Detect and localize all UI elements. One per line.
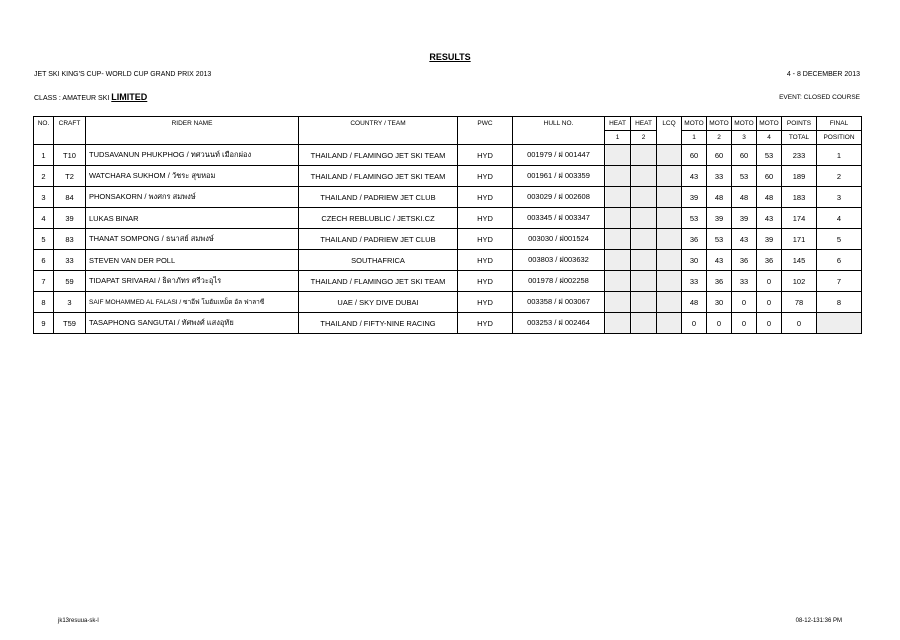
class-prefix: CLASS : AMATEUR SKI [34,95,112,102]
pwc: HYD [458,208,513,229]
moto-1-score: 33 [682,271,707,292]
header-moto-3-num: 3 [732,131,757,145]
moto-2-score: 36 [707,271,732,292]
table-row [34,313,862,334]
moto-2-score: 48 [707,187,732,208]
header-total: TOTAL [782,131,817,145]
heat-1-score [605,271,631,292]
country-team: THAILAND / FIFTY-NINE RACING [299,313,458,334]
points-total: 183 [782,187,817,208]
moto-4-score: 36 [757,250,782,271]
lcq-score [657,166,682,187]
moto-4-score: 0 [757,292,782,313]
country-team: SOUTHAFRICA [299,250,458,271]
moto-4-score: 60 [757,166,782,187]
rider-number: 3 [34,187,54,208]
moto-1-score: 43 [682,166,707,187]
craft-number: T2 [54,166,86,187]
rider-name: TUDSAVANUN PHUKPHOG / ทศวนนท์ เมือกผ่อง [86,145,299,166]
header-lcq-cont [657,131,682,145]
hull-number: 003253 / ฝ 002464 [513,313,605,334]
final-position: 2 [817,166,862,187]
moto-2-score: 30 [707,292,732,313]
heat-2-score [631,313,657,334]
points-total: 102 [782,271,817,292]
table-row [34,229,862,250]
header-rider: RIDER NAME [86,117,299,131]
pwc: HYD [458,271,513,292]
craft-number: 84 [54,187,86,208]
results-table [33,116,862,334]
heat-1-score [605,208,631,229]
moto-3-score: 48 [732,187,757,208]
rider-number: 8 [34,292,54,313]
heat-2-score [631,145,657,166]
points-total: 78 [782,292,817,313]
country-team: THAILAND / PADRIEW JET CLUB [299,229,458,250]
moto-4-score: 0 [757,313,782,334]
lcq-score [657,208,682,229]
final-position: 1 [817,145,862,166]
moto-1-score: 60 [682,145,707,166]
moto-2-score: 60 [707,145,732,166]
lcq-score [657,292,682,313]
moto-3-score: 60 [732,145,757,166]
points-total: 174 [782,208,817,229]
craft-number: 33 [54,250,86,271]
table-row [34,187,862,208]
rider-name: SAIF MOHAMMED AL FALASI / ซาอีฟ โมฮัมเหม็ด อัล ฟาลาซี [86,292,299,313]
lcq-score [657,145,682,166]
header-craft: CRAFT [54,117,86,131]
lcq-score [657,187,682,208]
craft-number: T59 [54,313,86,334]
header-heat-1: HEAT [605,117,631,131]
header-lcq: LCQ [657,117,682,131]
rider-number: 2 [34,166,54,187]
country-team: THAILAND / PADRIEW JET CLUB [299,187,458,208]
header-heat-2-num: 2 [631,131,657,145]
pwc: HYD [458,292,513,313]
heat-2-score [631,229,657,250]
points-total: 171 [782,229,817,250]
header-no: NO. [34,117,54,131]
country-team: UAE / SKY DIVE DUBAI [299,292,458,313]
rider-name: TASAPHONG SANGUTAI / ทัศพงศ์ แสงอุทัย [86,313,299,334]
lcq-score [657,271,682,292]
moto-3-score: 0 [732,292,757,313]
moto-1-score: 36 [682,229,707,250]
hull-number: 003029 / ฝ 002608 [513,187,605,208]
moto-2-score: 39 [707,208,732,229]
header-moto-1-num: 1 [682,131,707,145]
points-total: 233 [782,145,817,166]
rider-name: THANAT SOMPONG / ธนาสย์ สมพงษ์ [86,229,299,250]
footer-file-id: jk13resuua-sk-l [58,618,99,624]
header-moto-3: MOTO [732,117,757,131]
header-points: POINTS [782,117,817,131]
moto-3-score: 53 [732,166,757,187]
event-date: 4 - 8 DECEMBER 2013 [786,71,860,78]
moto-4-score: 48 [757,187,782,208]
final-position: 3 [817,187,862,208]
final-position [817,313,862,334]
rider-name: WATCHARA SUKHOM / วัชระ สุขหอม [86,166,299,187]
pwc: HYD [458,166,513,187]
craft-number: T10 [54,145,86,166]
points-total: 145 [782,250,817,271]
header-pwc: PWC [458,117,513,131]
rider-number: 9 [34,313,54,334]
rider-number: 6 [34,250,54,271]
table-row [34,271,862,292]
hull-number: 003345 / ฝ 003347 [513,208,605,229]
table-row [34,166,862,187]
craft-number: 83 [54,229,86,250]
moto-3-score: 43 [732,229,757,250]
header-final: FINAL [817,117,862,131]
craft-number: 59 [54,271,86,292]
heat-1-score [605,166,631,187]
moto-3-score: 0 [732,313,757,334]
table-row [34,292,862,313]
header-pwc-cont [458,131,513,145]
moto-2-score: 0 [707,313,732,334]
final-position: 4 [817,208,862,229]
points-total: 189 [782,166,817,187]
country-team: THAILAND / FLAMINGO JET SKI TEAM [299,166,458,187]
hull-number: 003030 / ฝ001524 [513,229,605,250]
final-position: 6 [817,250,862,271]
heat-2-score [631,292,657,313]
moto-3-score: 33 [732,271,757,292]
heat-1-score [605,313,631,334]
rider-name: LUKAS BINAR [86,208,299,229]
heat-1-score [605,250,631,271]
heat-1-score [605,229,631,250]
header-position: POSITION [817,131,862,145]
moto-4-score: 53 [757,145,782,166]
heat-1-score [605,292,631,313]
rider-name: TIDAPAT SRIVARAI / ธิดาภัทร ศรีวะอุไร [86,271,299,292]
moto-4-score: 43 [757,208,782,229]
header-heat-2: HEAT [631,117,657,131]
hull-number: 001978 / ฝ002258 [513,271,605,292]
final-position: 8 [817,292,862,313]
moto-2-score: 43 [707,250,732,271]
hull-number: 003358 / ฝ 003067 [513,292,605,313]
lcq-score [657,313,682,334]
country-team: CZECH REBLUBLIC / JETSKI.CZ [299,208,458,229]
moto-3-score: 39 [732,208,757,229]
hull-number: 003803 / ฝ003632 [513,250,605,271]
class-emphasis: LIMITED [111,92,148,102]
class-label [34,92,147,102]
event-name: JET SKI KING'S CUP- WORLD CUP GRAND PRIX 2013 [34,71,212,78]
pwc: HYD [458,313,513,334]
rider-number: 5 [34,229,54,250]
rider-number: 4 [34,208,54,229]
hull-number: 001979 / ฝ 001447 [513,145,605,166]
table-row [34,250,862,271]
lcq-score [657,229,682,250]
header-craft-cont [54,131,86,145]
moto-4-score: 0 [757,271,782,292]
table-row [34,145,862,166]
header-hull: HULL NO. [513,117,605,131]
country-team: THAILAND / FLAMINGO JET SKI TEAM [299,145,458,166]
header-moto-2-num: 2 [707,131,732,145]
moto-3-score: 36 [732,250,757,271]
header-no-cont [34,131,54,145]
heat-1-score [605,187,631,208]
header-moto-1: MOTO [682,117,707,131]
header-moto-4: MOTO [757,117,782,131]
moto-1-score: 53 [682,208,707,229]
page-title: RESULTS [429,52,471,62]
moto-1-score: 0 [682,313,707,334]
pwc: HYD [458,229,513,250]
rider-name: PHONSAKORN / พงศกร สมพงษ์ [86,187,299,208]
footer-timestamp: 08-12-131:36 PM [795,618,842,624]
rider-name: STEVEN VAN DER POLL [86,250,299,271]
heat-1-score [605,145,631,166]
moto-1-score: 48 [682,292,707,313]
lcq-score [657,250,682,271]
pwc: HYD [458,145,513,166]
header-moto-2: MOTO [707,117,732,131]
points-total: 0 [782,313,817,334]
craft-number: 39 [54,208,86,229]
table-row [34,208,862,229]
final-position: 5 [817,229,862,250]
final-position: 7 [817,271,862,292]
moto-4-score: 39 [757,229,782,250]
rider-number: 1 [34,145,54,166]
pwc: HYD [458,250,513,271]
heat-2-score [631,166,657,187]
heat-2-score [631,250,657,271]
header-moto-4-num: 4 [757,131,782,145]
results-body [34,145,862,334]
heat-2-score [631,187,657,208]
moto-2-score: 53 [707,229,732,250]
heat-2-score [631,271,657,292]
moto-1-score: 39 [682,187,707,208]
header-heat-1-num: 1 [605,131,631,145]
moto-1-score: 30 [682,250,707,271]
hull-number: 001961 / ฝ 003359 [513,166,605,187]
country-team: THAILAND / FLAMINGO JET SKI TEAM [299,271,458,292]
rider-number: 7 [34,271,54,292]
moto-2-score: 33 [707,166,732,187]
header-hull-cont [513,131,605,145]
header-rider-cont [86,131,299,145]
heat-2-score [631,208,657,229]
event-type: EVENT: CLOSED COURSE [779,94,860,101]
header-country: COUNTRY / TEAM [299,117,458,131]
craft-number: 3 [54,292,86,313]
header-country-cont [299,131,458,145]
pwc: HYD [458,187,513,208]
